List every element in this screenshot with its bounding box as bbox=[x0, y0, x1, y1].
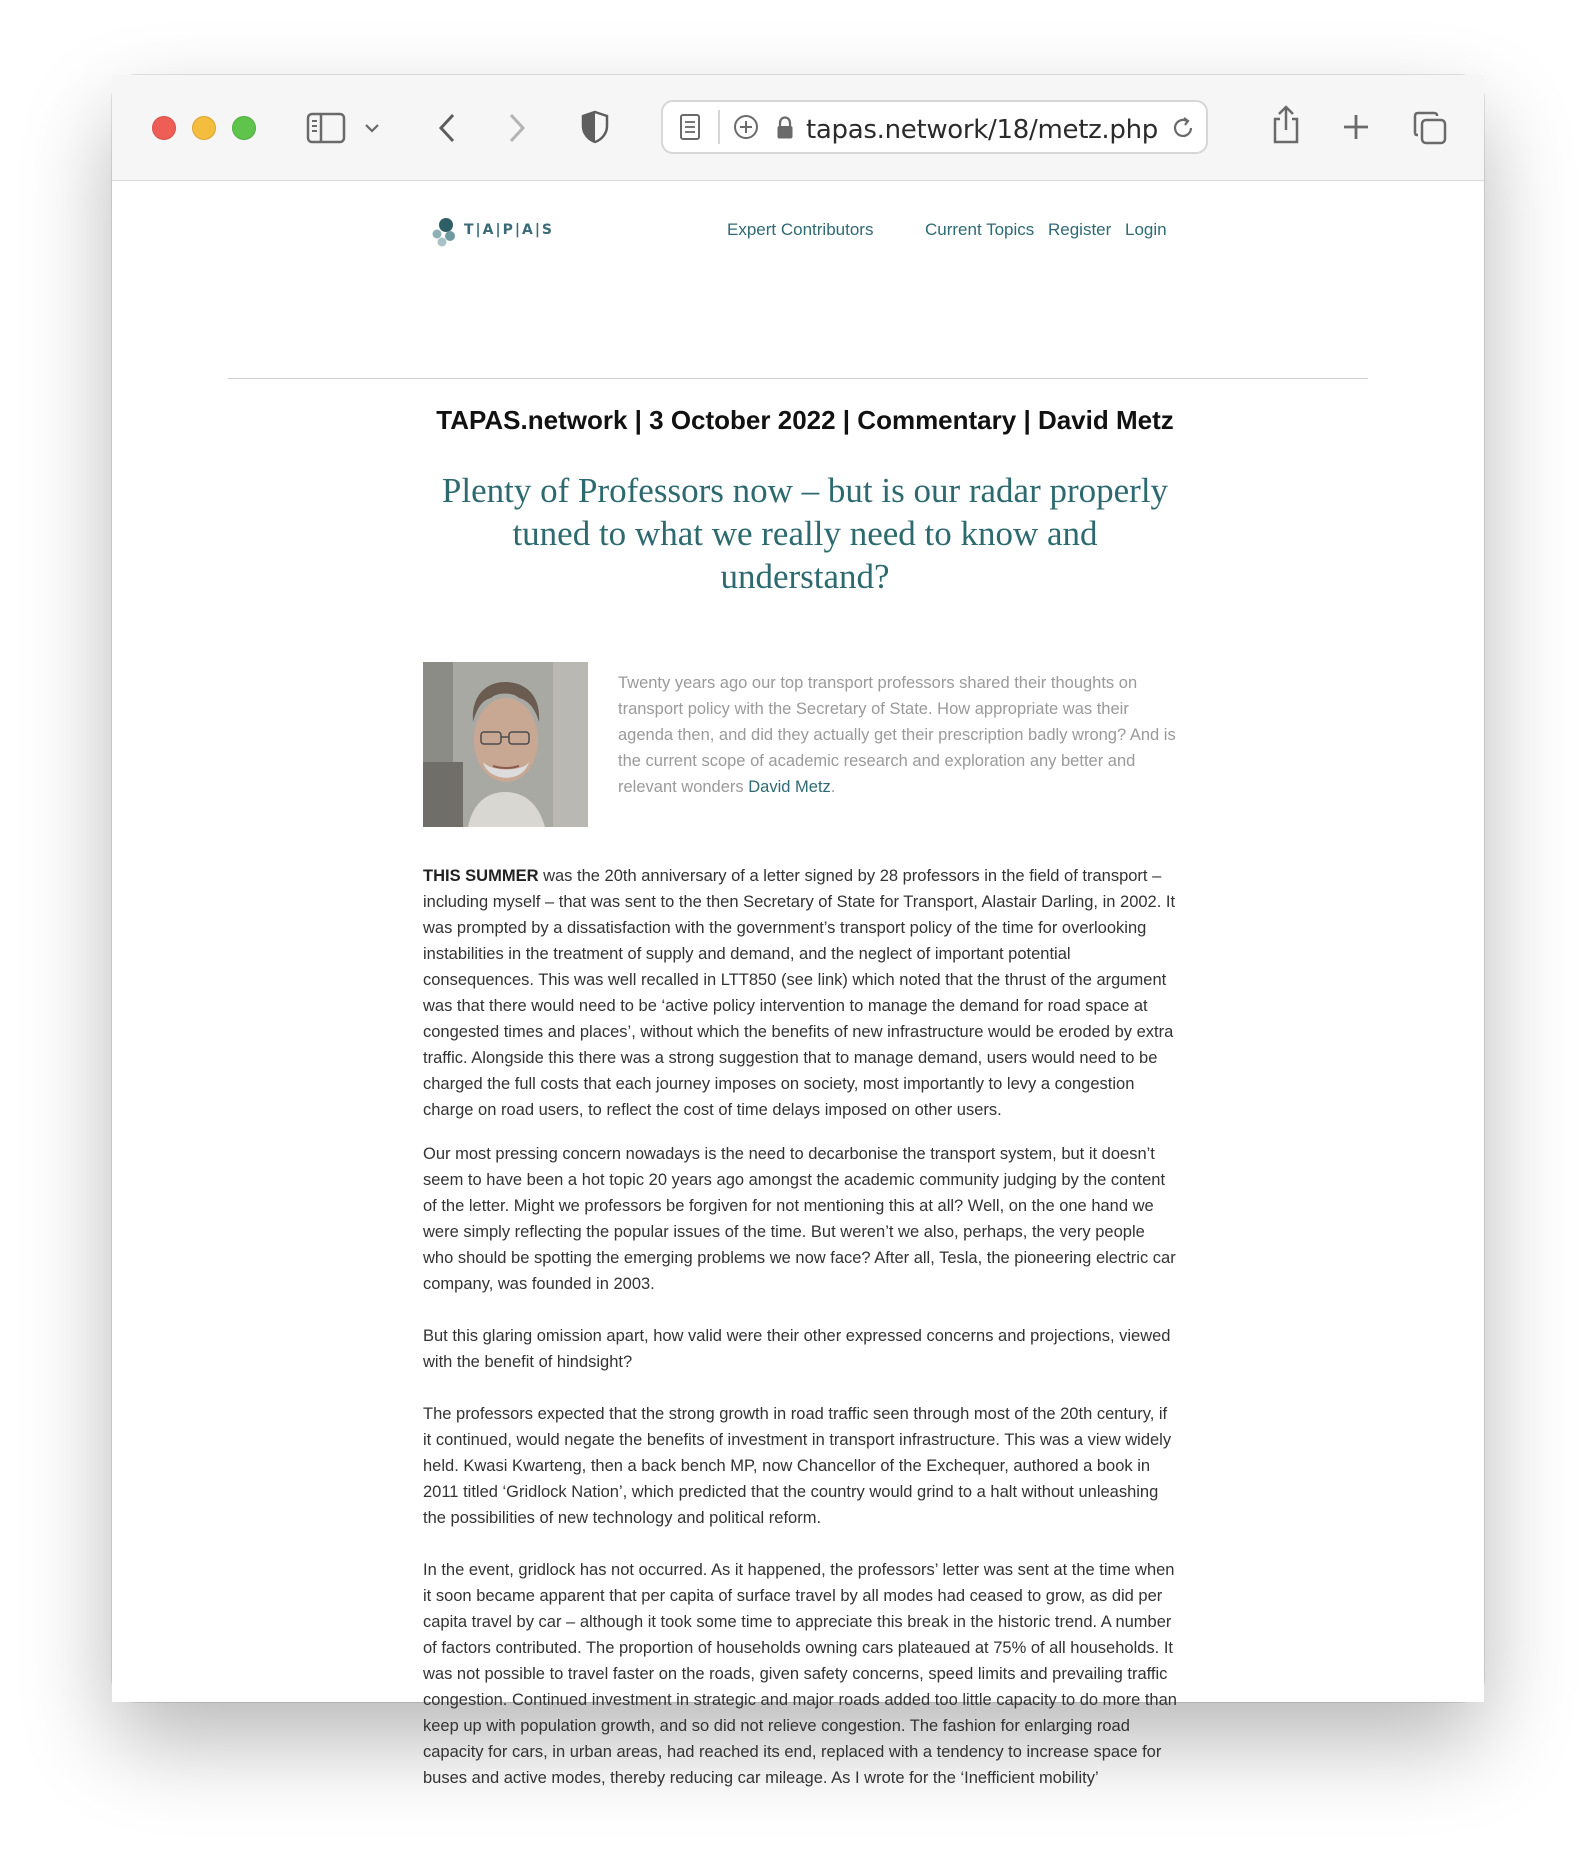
tapas-logo-icon bbox=[430, 215, 464, 249]
intro-text: Twenty years ago our top transport professors shared their thoughts on transport policy with the Secretary of State. How appropriate was their agenda then, and did they actually get their prescription badly wrong? And is the current scope of academic research and exploration any better and relevant wonders bbox=[618, 674, 1176, 796]
new-tab-icon[interactable] bbox=[1340, 111, 1372, 143]
nav-current-topics[interactable]: Current Topics bbox=[925, 220, 1035, 239]
shield-icon[interactable] bbox=[578, 107, 612, 147]
body-paragraph-3: But this glaring omission apart, how valid were their other expressed concerns and projections, viewed with the benefit of hindsight? bbox=[423, 1327, 1171, 1371]
url-text: tapas.network/18/metz.php bbox=[806, 115, 1158, 145]
author-link[interactable]: David Metz bbox=[748, 778, 831, 796]
body-paragraph-4: The professors expected that the strong growth in road traffic seen through most of the 20th century, if it continued, would negate the benefits of investment in transport infrastructure. This was a view widely held. Kwasi Kwarteng, then a back bench MP, now Chancellor of the Exchequer, authored a book in 2011 titled ‘Gridlock Nation’, which predicted that the country would grind to a halt without unleashing the possibilities of new technology and political reform. bbox=[423, 1405, 1172, 1527]
author-photo bbox=[423, 662, 588, 827]
chevron-down-icon[interactable] bbox=[362, 118, 382, 138]
forward-arrow-icon[interactable] bbox=[502, 108, 532, 148]
article-headline: Plenty of Professors now – but is our radar properly tuned to what we really need to know and understand? bbox=[441, 471, 1169, 596]
lead-caps: THIS SUMMER bbox=[423, 867, 539, 885]
lock-icon bbox=[773, 114, 797, 142]
share-icon[interactable] bbox=[1269, 101, 1303, 147]
web-page bbox=[112, 181, 1484, 1787]
paragraph-1-text: was the 20th anniversary of a letter signed by 28 professors in the field of transport – including myself – that was sent to the then Secretary of State for Transport, Alastair Darling, in 2002. It was prompted by a dissatisfaction with the government’s transport policy of the time for overlooking instabilities in the treatment of supply and demand, and the neglect of important potential consequences. This was well recalled in LTT850 (see link) which noted that the thrust of the argument was that there would need to be ‘active policy intervention to manage the demand for road space at congested times and places’, without which the benefits of new infrastructure would be eroded by extra traffic. Alongside this there was a strong suggestion that to manage demand, users would need to be charged the full costs that each journey imposes on society, most importantly to levy a congestion charge on road users, to reflect the cost of time delays imposed on other users. bbox=[423, 867, 1176, 1119]
nav-login[interactable]: Login bbox=[1125, 220, 1167, 239]
body-paragraph-2: Our most pressing concern nowadays is the need to decarbonise the transport system, but it doesn’t seem to have been a hot topic 20 years ago amongst the academic community judging by the content of the letter. Might we professors be forgiven for not mentioning this at all? Well, on the one hand we were simply reflecting the popular issues of the time. But weren’t we also, perhaps, the very people who should be spotting the emerging problems we now face? After all, Tesla, the pioneering electric car company, was founded in 2003. bbox=[423, 1145, 1176, 1293]
body-paragraph-1 bbox=[423, 863, 1178, 1123]
browser-window bbox=[112, 75, 1484, 1787]
back-arrow-icon[interactable] bbox=[432, 108, 462, 148]
sidebar-toggle-icon[interactable] bbox=[305, 108, 347, 148]
body-paragraph-5: In the event, gridlock has not occurred. As it happened, the professors’ letter was sent at the time when it soon became apparent that per capita of surface travel by all modes had ceased to grow, as did per capita travel by car – although it took some time to appreciate this break in the historic trend. A number of factors contributed. The proportion of households owning cars plateaued at 75% of all households. It was not possible to travel faster on the roads, given safety concerns, speed limits and prevailing traffic congestion. Continued investment in strategic and major roads added too little capacity to do more than keep up with population growth, and so did not relieve congestion. The fashion for enlarging road capacity for cars, in urban areas, had reached its end, replaced with a tendency to increase space for buses and active modes, thereby reducing car mileage. As I wrote for the ‘Inefficient mobility’ bbox=[423, 1561, 1177, 1787]
nav-expert-contributors[interactable]: Expert Contributors bbox=[727, 220, 874, 239]
logo-wordmark: T|A|P|A|S bbox=[464, 222, 555, 238]
article-body bbox=[423, 863, 1178, 1817]
reload-icon[interactable] bbox=[1168, 113, 1198, 143]
article-byline: TAPAS.network | 3 October 2022 | Commentary | David Metz bbox=[436, 405, 1174, 435]
urlbar-separator bbox=[718, 110, 720, 144]
browser-toolbar bbox=[112, 75, 1484, 181]
article-intro bbox=[618, 670, 1178, 800]
header-divider bbox=[228, 378, 1368, 379]
nav-register[interactable]: Register bbox=[1048, 220, 1112, 239]
minimize-window-button[interactable] bbox=[192, 116, 216, 140]
close-window-button[interactable] bbox=[152, 116, 176, 140]
zoom-window-button[interactable] bbox=[232, 116, 256, 140]
tab-overview-icon[interactable] bbox=[1410, 108, 1450, 148]
address-bar[interactable] bbox=[661, 100, 1208, 154]
reader-icon[interactable] bbox=[675, 112, 705, 142]
tapas-logo[interactable] bbox=[430, 215, 555, 249]
add-extension-icon[interactable] bbox=[731, 112, 761, 142]
intro-end: . bbox=[830, 778, 836, 796]
